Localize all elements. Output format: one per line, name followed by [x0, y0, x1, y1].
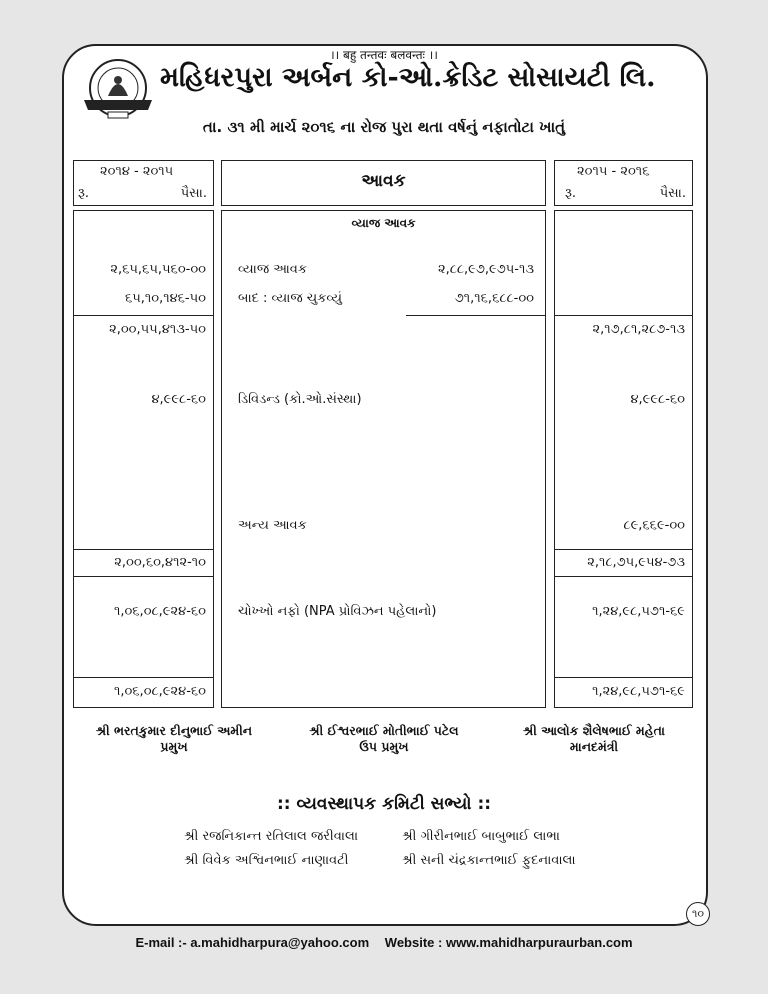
- net-profit-label: ચોખ્ખો નફો (NPA પ્રોવિઝન પહેલાનો): [238, 604, 437, 619]
- interest-paid-label: બાદ : વ્યાજ ચુકવ્યું: [238, 291, 343, 306]
- committee-member: શ્રી ગીરીનભાઈ બાબુભાઈ લાભા: [402, 829, 560, 844]
- signatory-secretary: [494, 723, 694, 755]
- final-right: ૧,૨૪,૯૮,૫૭૧-૬૯: [592, 684, 685, 699]
- other-income-right: ૮૯,૬૬૯-૦૦: [623, 518, 685, 533]
- signatory-role: પ્રમુખ: [160, 739, 188, 754]
- committee-member: શ્રી સની ચંદ્રકાન્તભાઈ ફુદનાવાલા: [402, 853, 576, 868]
- footer-website: Website : www.mahidharpuraurban.com: [384, 935, 633, 950]
- interest-paid-left: ૬૫,૧૦,૧૪૬-૫૦: [124, 291, 206, 306]
- statement-subtitle: તા. ૩૧ મી માર્ચ ૨૦૧૬ ના રોજ પુરા થતા વર્ષનું નફાતોટા ખાતું: [202, 118, 566, 136]
- signatory-name: શ્રી આલોક શૈલેષભાઈ મહેતા: [523, 723, 665, 738]
- footer-email: E-mail :- a.mahidharpura@yahoo.com: [135, 935, 370, 950]
- net-interest-left: ૨,૦૦,૫૫,૪૧૩-૫૦: [109, 322, 206, 337]
- interest-income-label: વ્યાજ આવક: [238, 262, 308, 277]
- right-column: [554, 210, 693, 708]
- right-total-line-top: [554, 549, 693, 550]
- dividend-label: ડિવિડન્ડ (કો.ઓ.સંસ્થા): [238, 392, 362, 407]
- footer: [0, 935, 768, 950]
- center-header: [221, 160, 546, 206]
- left-rs-label: રૂ.: [78, 186, 90, 201]
- society-title: મહિધરપુરા અર્બન કો-ઓ.ક્રેડિટ સોસાયટી લિ.: [160, 62, 656, 93]
- total-left: ૨,૦૦,૬૦,૪૧૨-૧૦: [114, 555, 206, 570]
- center-column: [221, 210, 546, 708]
- net-profit-right: ૧,૨૪,૯૮,૫૭૧-૬૯: [592, 604, 685, 619]
- committee-member: શ્રી વિવેક અશ્વિનભાઈ નાણાવટી: [184, 853, 349, 868]
- total-right: ૨,૧૮,૭૫,૯૫૪-૭૩: [587, 555, 685, 570]
- dividend-left: ૪,૯૯૮-૬૦: [151, 392, 206, 407]
- interest-income-left: ૨,૬૫,૬૫,૫૬૦-૦૦: [110, 262, 206, 277]
- signatory-role: ઉપ પ્રમુખ: [359, 739, 409, 754]
- right-year: ૨૦૧૫ - ૨૦૧૬: [577, 164, 650, 179]
- left-total-line-bottom: [73, 576, 214, 577]
- right-final-line: [554, 677, 693, 678]
- mid-subtotal-line: [406, 315, 546, 316]
- left-column: [73, 210, 214, 708]
- net-profit-left: ૧,૦૬,૦૮,૯૨૪-૬૦: [113, 604, 206, 619]
- right-paise-label: પૈસા.: [659, 186, 686, 201]
- left-total-line-top: [73, 549, 214, 550]
- motto: ।। बहु तन्तवः बलवन्तः ।।: [330, 48, 438, 62]
- signatory-role: માનદમંત્રી: [569, 739, 619, 754]
- society-logo: [78, 56, 158, 126]
- right-subtotal-line: [554, 315, 693, 316]
- other-income-label: અન્ય આવક: [238, 518, 307, 533]
- right-total-line-bottom: [554, 576, 693, 577]
- page-number: ૧૦: [686, 902, 710, 926]
- right-year-header: [554, 160, 693, 206]
- signatory-name: શ્રી ઈશ્વરભાઈ મોતીભાઈ પટેલ: [309, 723, 459, 738]
- final-left: ૧,૦૬,૦૮,૯૨૪-૬૦: [113, 684, 206, 699]
- interest-paid-mid: ૭૧,૧૬,૬૮૮-૦૦: [454, 291, 534, 306]
- left-subtotal-line: [73, 315, 214, 316]
- signatory-president: [74, 723, 274, 755]
- signatory-name: શ્રી ભરતકુમાર દીનુભાઈ અમીન: [95, 723, 253, 738]
- right-rs-label: રૂ.: [565, 186, 577, 201]
- left-year-header: [73, 160, 214, 206]
- left-final-line: [73, 677, 214, 678]
- income-heading: આવક: [361, 171, 406, 191]
- dividend-right: ૪,૯૯૮-૬૦: [630, 392, 685, 407]
- left-paise-label: પૈસા.: [180, 186, 207, 201]
- committee-member: શ્રી રજનિકાન્ત રતિલાલ જરીવાલા: [184, 829, 359, 844]
- signatory-vice-president: [284, 723, 484, 755]
- interest-income-mid: ૨,૮૮,૯૭,૯૭૫-૧૩: [437, 262, 534, 277]
- committee-title: :: વ્યવસ્થાપક કમિટી સભ્યો ::: [276, 794, 492, 814]
- net-interest-right: ૨,૧૭,૮૧,૨૮૭-૧૩: [592, 322, 685, 337]
- section-label: વ્યાજ આવક: [351, 216, 416, 230]
- left-year: ૨૦૧૪ - ૨૦૧૫: [100, 164, 174, 179]
